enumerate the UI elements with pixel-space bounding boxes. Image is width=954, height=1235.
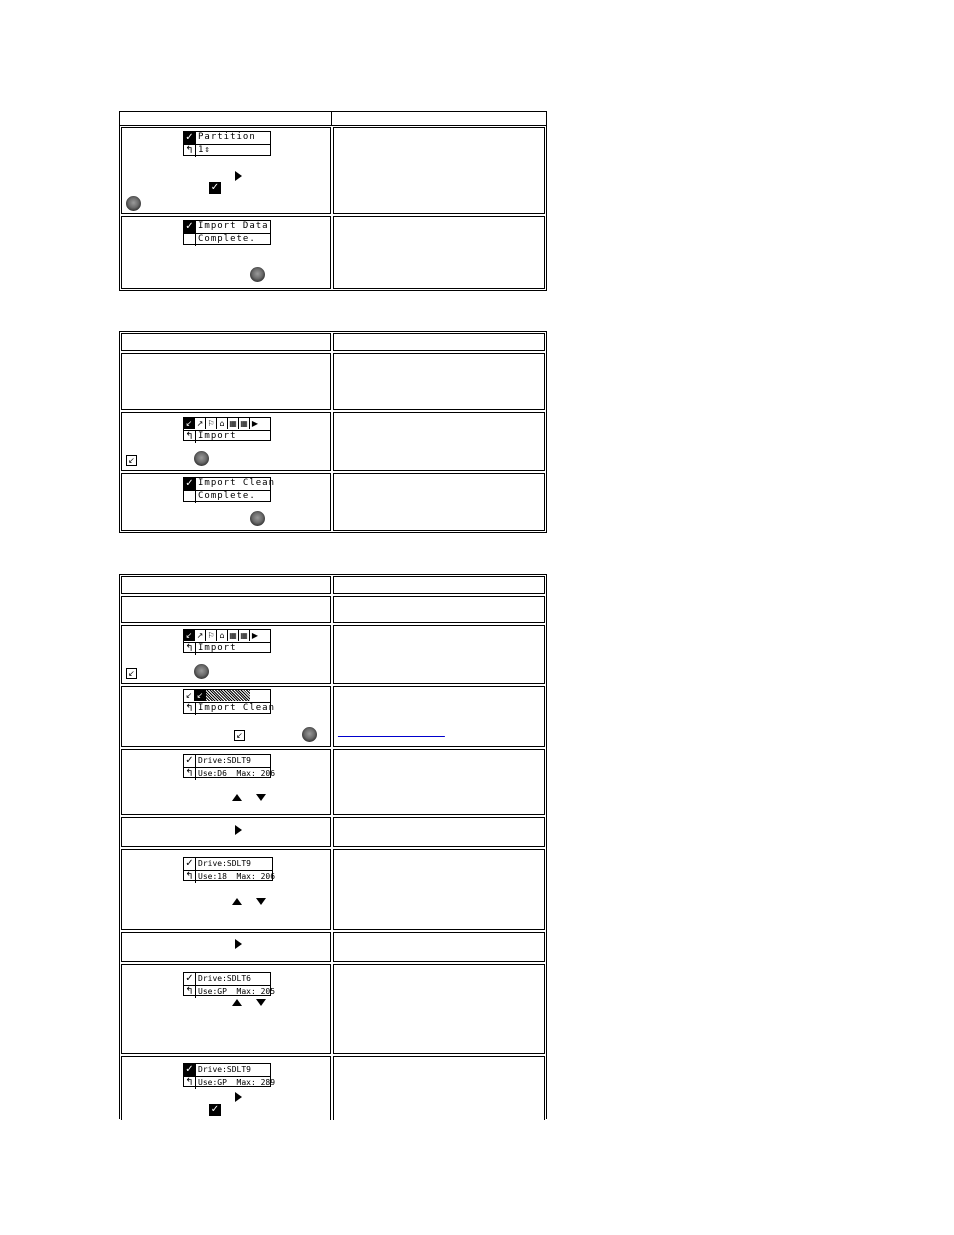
back-icon: ↰ xyxy=(184,643,196,655)
submenu-icon-strip xyxy=(184,690,206,702)
lcd-line-1: Drive:SDLT6 xyxy=(198,974,251,983)
knob-icon xyxy=(194,451,209,466)
hatched-area xyxy=(206,690,250,701)
lcd-import-menu xyxy=(183,629,271,653)
check-icon: ✓ xyxy=(184,221,196,233)
procedure-table-1 xyxy=(119,111,547,291)
import-icon: ↙ xyxy=(234,730,245,741)
lcd-line-1: Partition xyxy=(198,132,256,142)
grid2-icon: ▦ xyxy=(239,418,250,429)
lcd-drive-2 xyxy=(183,857,276,882)
check-icon: ✓ xyxy=(210,1104,220,1115)
menu-icon-strip xyxy=(184,418,260,430)
import-icon: ↙ xyxy=(126,455,137,466)
up-arrow-icon xyxy=(232,794,242,801)
lcd-line-2: Import xyxy=(198,431,237,441)
grid-icon: ▦ xyxy=(228,630,239,641)
flag-icon: ⚐ xyxy=(206,418,217,429)
table-3-row-import-menu xyxy=(121,625,545,684)
reference-link[interactable]: ________________________ xyxy=(338,728,445,737)
lcd-line-2: Use:D6 Max: 206 xyxy=(198,769,276,778)
blank-icon xyxy=(184,491,196,503)
table-2-row-import-clean xyxy=(121,473,545,531)
back-icon: ↰ xyxy=(184,1077,196,1089)
down-arrow-icon xyxy=(256,999,266,1006)
export-icon: ↗ xyxy=(195,630,206,641)
procedure-table-2 xyxy=(119,331,547,533)
down-arrow-icon xyxy=(256,898,266,905)
knob-icon xyxy=(126,196,141,211)
blank-icon xyxy=(184,234,196,246)
check-icon: ✓ xyxy=(184,478,196,490)
import-icon: ↙ xyxy=(126,668,137,679)
back-icon: ↰ xyxy=(184,768,196,780)
lcd-drive-3 xyxy=(183,972,276,997)
lcd-partition xyxy=(183,131,271,156)
lcd-import-clean xyxy=(183,477,276,502)
grid-icon: ▦ xyxy=(228,418,239,429)
check-icon: ✓ xyxy=(184,132,196,144)
table-3-row-5 xyxy=(121,817,545,847)
right-arrow-icon xyxy=(235,825,242,835)
import-clean-icon: ↙ xyxy=(195,690,206,701)
check-icon: ✓ xyxy=(210,182,220,193)
lcd-line-2: Import Clean xyxy=(198,703,276,713)
lcd-line-1: Drive:SDLT9 xyxy=(198,756,251,765)
import-icon: ↙ xyxy=(184,418,195,429)
lcd-line-1: Drive:SDLT9 xyxy=(198,1065,251,1074)
lcd-drive-1 xyxy=(183,754,276,779)
table-3-row-drive-2 xyxy=(121,849,545,930)
back-icon: ↰ xyxy=(184,431,196,443)
table-3-row-7 xyxy=(121,932,545,962)
flag-icon: ⚐ xyxy=(206,630,217,641)
table-3-row-import-clean-menu xyxy=(121,686,545,747)
lcd-line-1: Import Data xyxy=(198,221,269,231)
up-arrow-icon xyxy=(232,999,242,1006)
lcd-drive-4 xyxy=(183,1063,276,1088)
back-icon: ↰ xyxy=(184,703,196,715)
lcd-line-1: Drive:SDLT9 xyxy=(198,859,251,868)
lcd-import-data xyxy=(183,220,271,245)
down-arrow-icon xyxy=(256,794,266,801)
right-arrow-icon xyxy=(235,1092,242,1102)
lcd-line-2: Use:18 Max: 206 xyxy=(198,872,276,881)
table-3-row-drive-4 xyxy=(121,1056,545,1120)
check-icon: ✓ xyxy=(184,858,196,870)
table-3-row-drive-3 xyxy=(121,964,545,1054)
back-icon: ↰ xyxy=(184,145,196,157)
next-icon: ▶ xyxy=(251,631,259,640)
knob-icon xyxy=(302,727,317,742)
lcd-import-clean-menu xyxy=(183,689,276,714)
grid2-icon: ▦ xyxy=(239,630,250,641)
lcd-line-2: Import xyxy=(198,643,237,653)
table-2-header-row xyxy=(121,333,545,351)
knob-icon xyxy=(194,664,209,679)
lcd-import-menu xyxy=(183,417,271,441)
table-1-row-partition xyxy=(121,127,545,214)
export-icon: ↗ xyxy=(195,418,206,429)
right-arrow-icon xyxy=(235,171,242,181)
table-3-row-drive-1 xyxy=(121,749,545,815)
lcd-line-2: Use:GP Max: 205 xyxy=(198,987,276,996)
right-arrow-icon xyxy=(235,939,242,949)
check-icon: ✓ xyxy=(184,973,196,985)
lock-icon: ⌂ xyxy=(217,630,228,641)
procedure-table-3 xyxy=(119,574,547,1119)
knob-icon xyxy=(250,267,265,282)
lcd-line-2: Complete. xyxy=(198,234,256,244)
lcd-line-2: Use:GP Max: 289 xyxy=(198,1078,276,1087)
check-icon: ✓ xyxy=(184,755,196,767)
next-icon: ▶ xyxy=(251,419,259,428)
back-icon: ↰ xyxy=(184,986,196,998)
check-icon: ✓ xyxy=(184,1064,196,1076)
table-2-row-1 xyxy=(121,353,545,410)
menu-icon-strip xyxy=(184,630,260,642)
knob-icon xyxy=(250,511,265,526)
table-3-row-1 xyxy=(121,596,545,623)
lock-icon: ⌂ xyxy=(217,418,228,429)
import-icon: ↙ xyxy=(184,690,195,701)
table-1-header-row xyxy=(120,112,546,126)
table-2-row-import-menu xyxy=(121,412,545,471)
lcd-line-2: 1⇕ xyxy=(198,145,211,155)
table-1-row-import-data xyxy=(121,216,545,289)
back-icon: ↰ xyxy=(184,871,196,883)
lcd-line-1: Import Clean xyxy=(198,478,276,488)
table-3-header-row xyxy=(121,576,545,594)
up-arrow-icon xyxy=(232,898,242,905)
lcd-line-2: Complete. xyxy=(198,491,256,501)
import-icon: ↙ xyxy=(184,630,195,641)
